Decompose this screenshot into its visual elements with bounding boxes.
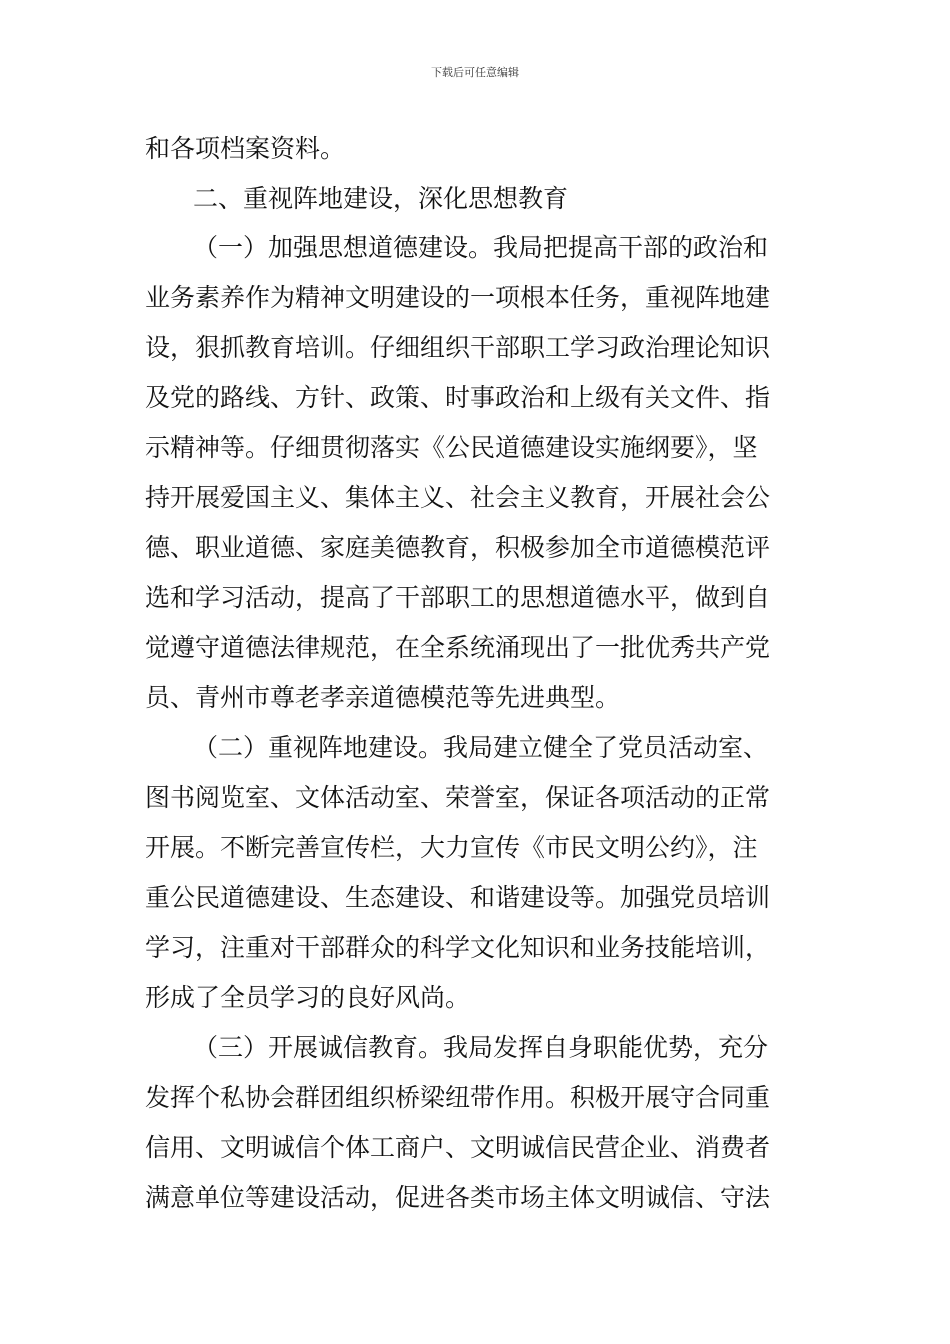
body-line: 发挥个私协会群团组织桥梁纽带作用。积极开展守合同重 (145, 1083, 771, 1112)
body-line: 示精神等。仔细贯彻落实《公民道德建设实施纲要》，坚 (145, 433, 758, 462)
body-line: 学习，注重对干部群众的科学文化知识和业务技能培训， (145, 933, 771, 962)
section-heading: 二、重视阵地建设，深化思想教育 (193, 184, 569, 213)
paragraph-first-line: （二）重视阵地建设。我局建立健全了党员活动室、 (193, 733, 769, 762)
body-line: 信用、文明诚信个体工商户、文明诚信民营企业、消费者 (145, 1133, 771, 1162)
body-line: 形成了全员学习的良好风尚。 (145, 983, 471, 1012)
body-line: 选和学习活动，提高了干部职工的思想道德水平，做到自 (145, 583, 771, 612)
body-line: 觉遵守道德法律规范，在全系统涌现出了一批优秀共产党 (145, 633, 771, 662)
page-header: 下载后可任意编辑 (431, 66, 519, 79)
body-line: 重公民道德建设、生态建设、和谐建设等。加强党员培训 (145, 883, 771, 912)
body-line: 设，狠抓教育培训。仔细组织干部职工学习政治理论知识 (145, 333, 771, 362)
body-line: 德、职业道德、家庭美德教育，积极参加全市道德模范评 (145, 533, 771, 562)
body-line: 持开展爱国主义、集体主义、社会主义教育，开展社会公 (145, 483, 771, 512)
body-line: 员、青州市尊老孝亲道德模范等先进典型。 (145, 683, 621, 712)
body-line: 和各项档案资料。 (145, 134, 346, 163)
body-line: 满意单位等建设活动，促进各类市场主体文明诚信、守法 (145, 1183, 771, 1212)
paragraph-first-line: （一）加强思想道德建设。我局把提高干部的政治和 (193, 233, 769, 262)
paragraph-first-line: （三）开展诚信教育。我局发挥自身职能优势，充分 (193, 1033, 769, 1062)
body-line: 业务素养作为精神文明建设的一项根本任务，重视阵地建 (145, 283, 771, 312)
body-line: 图书阅览室、文体活动室、荣誉室，保证各项活动的正常 (145, 783, 771, 812)
body-line: 及党的路线、方针、政策、时事政治和上级有关文件、指 (145, 383, 771, 412)
body-line: 开展。不断完善宣传栏，大力宣传《市民文明公约》，注 (145, 833, 758, 862)
